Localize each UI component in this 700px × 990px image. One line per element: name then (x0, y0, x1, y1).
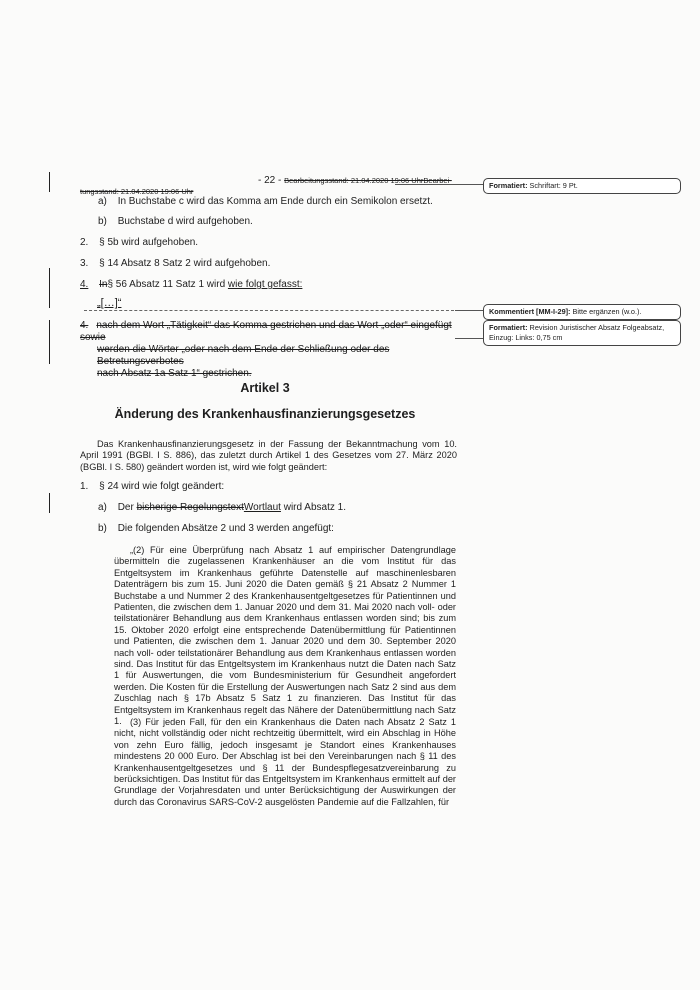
deleted-text: bisherige Regelungstext (136, 502, 244, 513)
comment-connector-1 (395, 184, 483, 185)
article-heading: Artikel 3 (240, 381, 290, 395)
placeholder-insert: „[…]“ (97, 297, 122, 309)
list-text: Die folgenden Absätze 2 und 3 werden angefügt: (117, 523, 334, 534)
list-marker: b) (98, 523, 107, 534)
status-deleted: Bearbeitungsstand: 21.04.2020 19:06 Uhr (284, 176, 424, 185)
list-text: Der (117, 502, 137, 513)
paragraph-3: (3) Für jeden Fall, für den ein Krankenhaus die Daten nach Absatz 2 Satz 1 nicht, nicht vollständig oder nicht rechtzeitig übermittelt, wird ein Abschlag in Höhe von zehn Euro fällig, jedoch insgesamt je Standort eines Krankenhauses mindestens 20 000 Euro. Der Abschlag ist bei den Vereinbarungen nach § 11 des Krankenhausentgeltgesetzes und § 11 der Bundespflegesatzvereinbarung zu berücksichtigen. Das Institut für das Entgeltsystem im Krankenhaus ermittelt auf der Grundlage der Vorjahresdaten und unter Berücksichtigung der Auswirkungen der durch das Coronavirus SARS-CoV-2 ausgelösten Pandemie auf die Fallzahlen, für (114, 717, 456, 807)
intro-paragraph: Das Krankenhausfinanzierungsgesetz in der Fassung der Bekanntmachung vom 10. April 1991 (BGBl. I S. 886), das zuletzt durch Artikel 1 des Gesetzes vom 27. März 2020 (BGBl. I S. 580) geändert worden ist, wird wie folgt geändert: (80, 439, 457, 472)
list-item-1a (98, 502, 346, 514)
page-header (258, 175, 452, 187)
page-number: - 22 - (258, 175, 282, 186)
comment-label: Formatiert: (489, 181, 528, 190)
format-comment-font[interactable] (483, 178, 681, 194)
paragraph-2: „(2) Für eine Überprüfung nach Absatz 1 auf empirischer Datengrundlage übermitteln die zugelassenen Krankenhäuser an die vom Institut für das Entgeltsystem im Krankenhaus geführte Datenstelle auf maschinenlesbaren Datenträgern bis zum 15. Juni 2020 die Daten gemäß § 21 Absatz 2 Nummer 1 Buchstabe a und Nummer 2 des Krankenhausentgeltgesetzes für Patientinnen und Patienten, die zwischen dem 1. Januar 2020 und dem 31. Mai 2020 nach voll- oder teilstationärer Behandlung aus dem Krankenhaus entlassen worden sind; bis zum 15. Oktober 2020 erfolgt eine entsprechende Datenübermittlung für Patientinnen und Patienten, die zwischen dem 1. Januar 2020 und dem 30. September 2020 nach voll- oder teilstationärer Behandlung aus dem Krankenhaus entlassen worden sind. Das Institut für das Entgeltsystem im Krankenhaus nutzt die Daten nach Satz 1 für Auswertungen, die vom Bundesministerium für Gesundheit angefordert werden. Die Kosten für die Erstellung der Auswertungen nach Satz 2 sind aus dem Zuschlag nach § 17b Absatz 5 Satz 1 zu finanzieren. Das Institut für das Entgeltsystem im Krankenhaus regelt das Nähere der Datenübermittlung nach Satz 1. (114, 545, 456, 727)
comment-label: Formatiert: (489, 323, 528, 332)
comment-connector-2 (84, 310, 454, 311)
inserted-text: wie folgt gefasst: (227, 279, 303, 290)
deleted-list-item (80, 320, 460, 380)
deleted-line-2: werden die Wörter „oder nach dem Ende der Schließung oder des Betretungsverbotes (97, 344, 390, 367)
list-marker: a) (98, 502, 107, 513)
comment-text: Revision Juristischer Absatz Folgeabsatz, Einzug: Links: 0,75 cm (489, 323, 665, 342)
comment-text: Schriftart: 9 Pt. (529, 181, 578, 190)
change-bar-4 (49, 493, 50, 513)
list-text: Buchstabe d wird aufgehoben. (117, 216, 253, 227)
list-text: § 56 Absatz 11 Satz 1 wird (107, 279, 228, 290)
list-item (80, 258, 440, 270)
list-item (80, 237, 440, 249)
deleted-line-3: nach Absatz 1a Satz 1“ gestrichen. (97, 368, 252, 379)
comment-text: Bitte ergänzen (w.o.). (572, 307, 642, 316)
change-bar-3 (49, 320, 50, 364)
list-marker: b) (98, 216, 107, 227)
list-marker: 2. (80, 237, 89, 248)
list-item-1 (80, 481, 224, 493)
list-item-4 (80, 279, 440, 291)
list-text: In Buchstabe c wird das Komma am Ende durch ein Semikolon ersetzt. (117, 196, 433, 207)
review-comment[interactable] (483, 304, 681, 320)
comment-label: Kommentiert [MM-I-29]: (489, 307, 571, 316)
change-bar-2 (49, 268, 50, 308)
deleted-line-1: nach dem Wort „Tätigkeit“ das Komma gestrichen und das Wort „oder“ eingefügt sowie (80, 320, 452, 343)
status-deleted-line2: tungsstand: 21.04.2020 19:06 Uhr (80, 187, 194, 196)
list-text: § 24 wird wie folgt geändert: (99, 481, 225, 492)
list-marker: 3. (80, 258, 89, 269)
list-item (98, 196, 458, 208)
list-marker: 1. (80, 481, 89, 492)
deleted-text: In (99, 279, 108, 290)
comment-connector-3 (455, 310, 483, 311)
list-item (98, 216, 458, 228)
change-bar-1 (49, 172, 50, 192)
list-marker: 4. (80, 320, 89, 331)
list-text: § 14 Absatz 8 Satz 2 wird aufgehoben. (99, 258, 271, 269)
inserted-text: Wortlaut (243, 502, 281, 513)
list-marker: 4. (80, 279, 89, 290)
list-marker: a) (98, 196, 107, 207)
status-deleted-cont: Bearbei- (423, 176, 452, 185)
format-comment-paragraph[interactable] (483, 320, 681, 346)
list-item-1b (98, 523, 334, 535)
article-title: Änderung des Krankenhausfinanzierungsgesetzes (114, 407, 416, 421)
list-text: § 5b wird aufgehoben. (99, 237, 199, 248)
list-text: wird Absatz 1. (280, 502, 346, 513)
